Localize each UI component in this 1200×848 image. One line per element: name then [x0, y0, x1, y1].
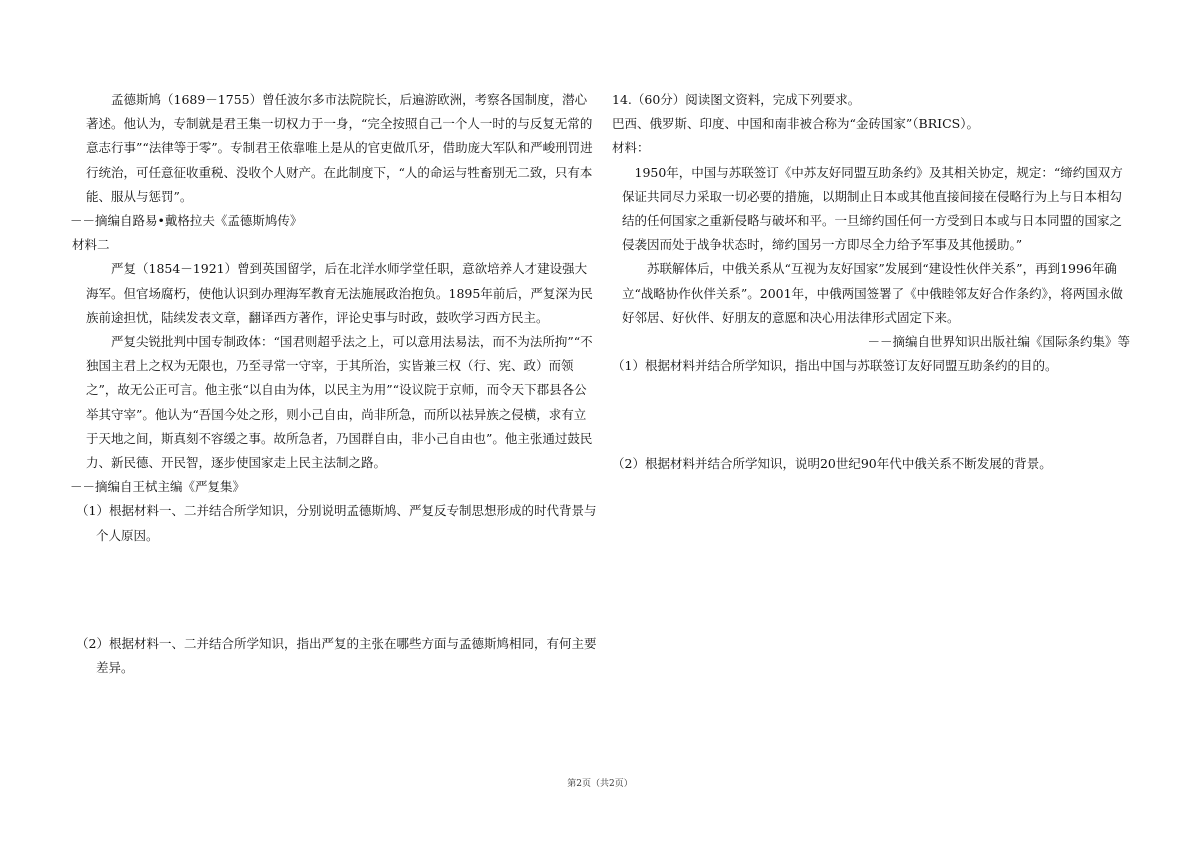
brics-line: 巴西、俄罗斯、印度、中国和南非被合称为“金砖国家”（BRICS）。	[612, 116, 979, 132]
material2-para1: 严复（1854－1921）曾到英国留学，后在北洋水师学堂任职，意欲培养人才建设强大海军。但官场腐朽，使他认识到办理海军教育无法施展政治抱负。1895年前后，严复深为民族前途担忧，陆续发表文章，翻译西方著作，评论史事与时政，鼓吹学习西方民主。	[86, 261, 593, 325]
page-footer: 第2页（共2页）	[567, 779, 633, 789]
answer-space-1	[76, 548, 598, 632]
question1-right: （1）根据材料并结合所学知识，指出中国与苏联签订友好同盟互助条约的目的。	[612, 358, 1058, 374]
right-source: －－摘编自世界知识出版社编《国际条约集》等	[867, 334, 1130, 350]
material1-source: －－摘编自路易•戴格拉夫《孟德斯鸠传》	[70, 213, 303, 229]
question1-left: （1）根据材料一、二并结合所学知识，分别说明孟德斯鸠、严复反专制思想形成的时代背景与个人原因。	[76, 503, 597, 543]
question2-right: （2）根据材料并结合所学知识，说明20世纪90年代中俄关系不断发展的背景。	[612, 456, 1052, 472]
material2-para2: 严复尖锐批判中国专制政体：“国君则超乎法之上，可以意用法易法，而不为法所拘”“不独国主君上之权为无限也，乃至寻常一守宰，于其所治，实皆兼三权（行、宪、政）而领之”，故无公正可言。他主张“以自由为体，以民主为用”“设议院于京师，而令天下郡县各公举其守宰”。他认为“吾国今处之形，则小己自由，尚非所急，而所以祛异族之侵横，求有立于天地之间，斯真刻不容缓之事。故所急者，乃国群自由，非小己自由也”。他主张通过鼓民力、新民德、开民智，逐步使国家走上民主法制之路。	[86, 334, 593, 471]
right-column	[612, 88, 1132, 477]
q14-heading: 14.（60分）阅读图文资料，完成下列要求。	[612, 92, 861, 107]
material-label: 材料：	[612, 140, 650, 156]
left-column	[70, 88, 598, 680]
question2-left: （2）根据材料一、二并结合所学知识，指出严复的主张在哪些方面与孟德斯鸠相同，有何主要差异。	[76, 635, 597, 676]
right-para1: 1950年，中国与苏联签订《中苏友好同盟互助条约》及其相关协定，规定：“缔约国双方保证共同尽力采取一切必要的措施，以期制止日本或其他直接间接在侵略行为上与日本相勾结的任何国家之重新侵略与破坏和平。一旦缔约国任何一方受到日本或与日本同盟的国家之侵袭因而处于战争状态时，缔约国另一方即尽全力给予军事及其他援助。”	[622, 164, 1123, 253]
right-para2: 苏联解体后，中俄关系从“互视为友好国家”发展到“建设性伙伴关系”，再到1996年确立“战略协作伙伴关系”。2001年，中俄两国签署了《中俄睦邻友好合作条约》，将两国永做好邻居、好伙伴、好朋友的意愿和决心用法律形式固定下来。	[622, 261, 1123, 325]
material1-text: 孟德斯鸠（1689－1755）曾任波尔多市法院院长，后遍游欧洲，考察各国制度，潜心著述。他认为，专制就是君王集一切权力于一身，“完全按照自己一个人一时的与反复无常的意志行事”“法律等于零”。专制君王依靠唯上是从的官吏做爪牙，借助庞大军队和严峻刑罚进行统治，可任意征收重税、没收个人财产。在此制度下，“人的命运与牲畜别无二致，只有本能、服从与惩罚”。	[86, 92, 593, 204]
material2-label: 材料二	[72, 237, 110, 253]
material2-source: －－摘编自王栻主编《严复集》	[70, 479, 246, 495]
answer-space-right	[612, 378, 1132, 452]
